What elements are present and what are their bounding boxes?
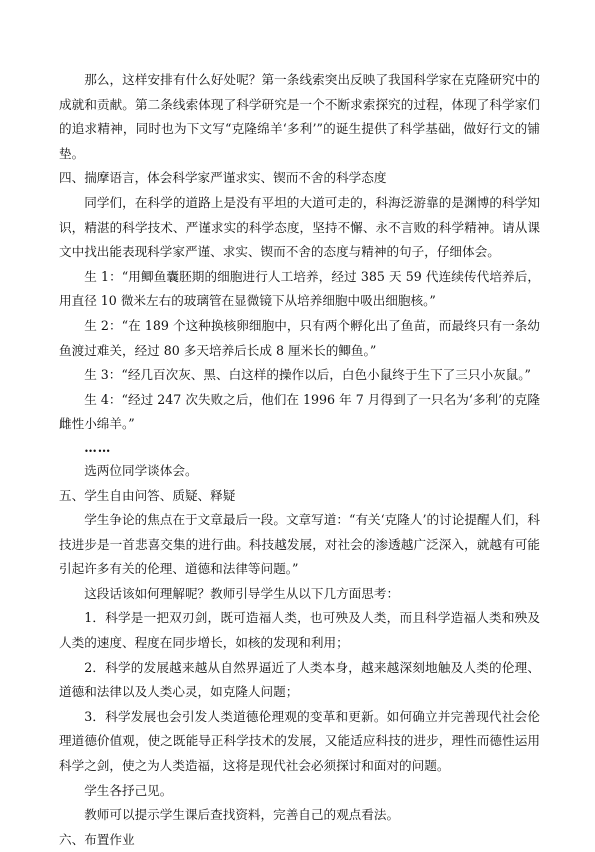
paragraph-student-2: 生 2：“在 189 个这种换核卵细胞中，只有两个孵化出了鱼苗，而最终只有一条幼鱼渡过难关，经过 80 多天培养后长成 8 厘米长的鲫鱼。” xyxy=(59,317,540,358)
paragraph-teacher-hint: 教师可以提示学生课后查找资料，完善自己的观点看法。 xyxy=(84,807,400,823)
paragraph-student-3: 生 3：“经几百次灰、黑、白这样的操作以后，白色小鼠终于生下了三只小灰鼠。” xyxy=(84,367,531,383)
section-heading-5: 五、学生自由问答、质疑、释疑 xyxy=(59,487,236,503)
paragraph-point-2: 2．科学的发展越来越从自然界逼近了人类本身，越来越深刻地触及人类的伦理、道德和法律以及人类心灵，如克隆人问题； xyxy=(59,659,540,700)
paragraph-point-3: 3．科学发展也会引发人类道德伦理观的变革和更新。如何确立并完善现代社会伦理道德价值观，使之既能导正科学技术的发展，又能适应科技的进步，理性而德性运用科学之剑，使之为人类造福，这将是现代社会必须探讨和面对的问题。 xyxy=(59,708,540,774)
section-heading-6: 六、布置作业 xyxy=(59,831,135,847)
paragraph-guide-thinking: 这段话该如何理解呢？教师引导学生从以下几方面思考： xyxy=(84,585,400,601)
paragraph-point-1: 1．科学是一把双刃剑，既可造福人类，也可殃及人类，而且科学造福人类和殃及人类的速度、程度在同步增长，如核的发现和利用； xyxy=(59,610,540,651)
paragraph-arrangement-benefits: 那么，这样安排有什么好处呢？第一条线索突出反映了我国科学家在克隆研究中的成就和贡献。第二条线索体现了科学研究是一个不断求索探究的过程，体现了科学家们的追求精神，同时也为下文写“克隆绵羊‘多利’”的诞生提供了科学基础，做好行文的铺垫。 xyxy=(59,72,540,161)
paragraph-debate-focus: 学生争论的焦点在于文章最后一段。文章写道：“有关‘克隆人’的讨论提醒人们，科技进步是一首悲喜交集的进行曲。科技越发展，对社会的渗透越广泛深入，就越有可能引起许多有关的伦理、道德和法律等问题。” xyxy=(59,512,540,577)
paragraph-student-4: 生 4：“经过 247 次失败之后，他们在 1996 年 7 月得到了一只名为‘多利’的克隆雌性小绵羊。” xyxy=(59,391,540,432)
paragraph-students-opinions: 学生各抒己见。 xyxy=(84,782,173,798)
section-heading-4: 四、揣摩语言，体会科学家严谨求实、锲而不舍的科学态度 xyxy=(59,170,387,186)
paragraph-choose-two: 选两位同学谈体会。 xyxy=(84,462,198,478)
ellipsis-line: …… xyxy=(84,439,112,455)
paragraph-student-1: 生 1：“用鲫鱼囊胚期的细胞进行人工培养，经过 385 天 59 代连续传代培养后，用直径 10 微米左右的玻璃管在显微镜下从培养细胞中吸出细胞核。” xyxy=(59,268,540,309)
paragraph-science-road: 同学们，在科学的道路上是没有平坦的大道可走的，科海泛游靠的是渊博的科学知识，精湛的科学技术、严谨求实的科学态度，坚持不懈、永不言败的科学精神。请从课文中找出能表现科学家严谨、求实、锲而不舍的态度与精神的句子，仔细体会。 xyxy=(59,194,540,260)
